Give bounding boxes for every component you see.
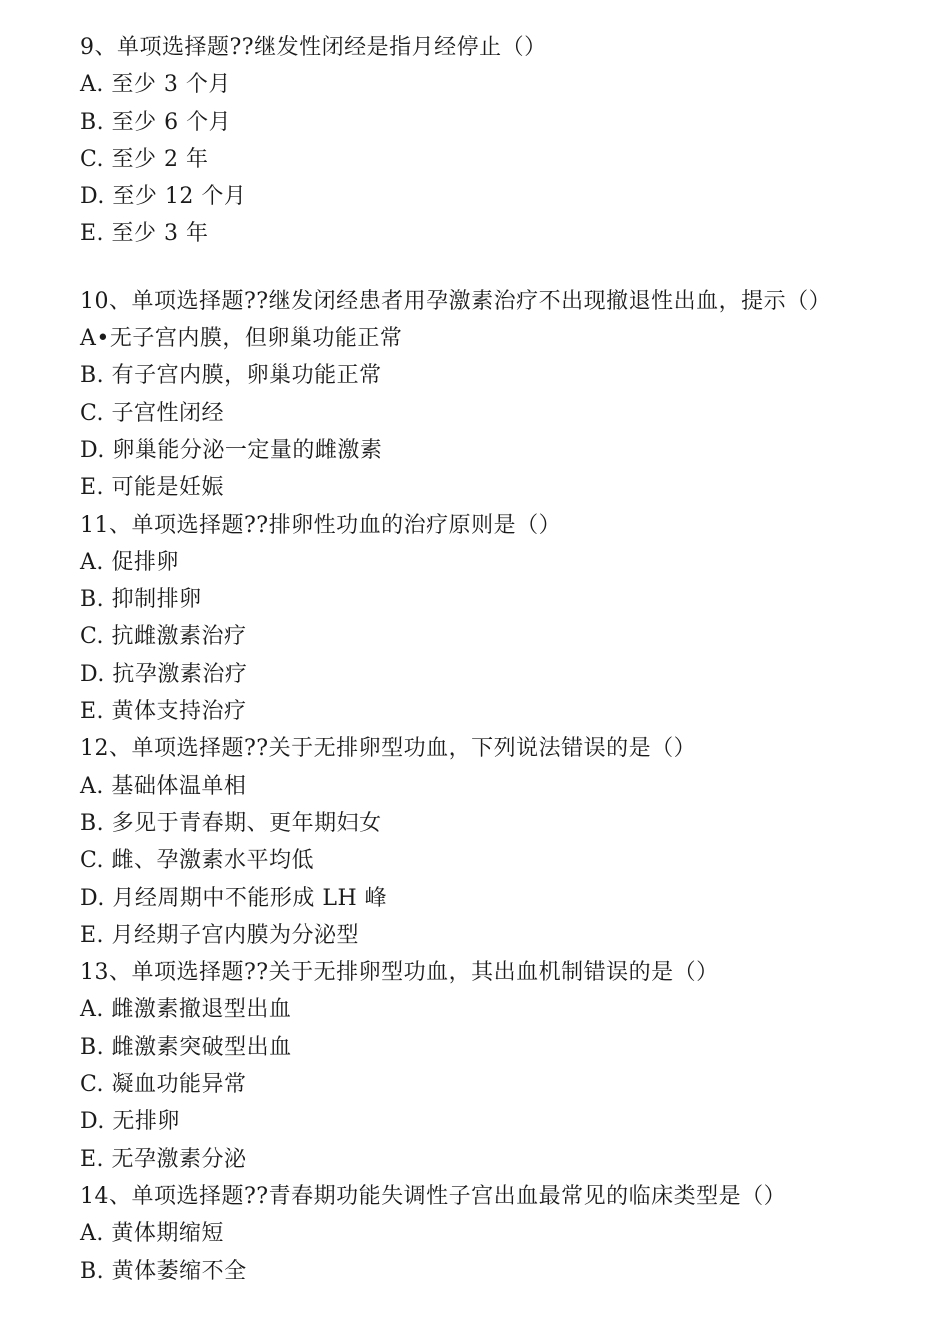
option-e: E. 黄体支持治疗 xyxy=(80,699,247,725)
option-d: D. 月经周期中不能形成 LH 峰 xyxy=(80,885,388,911)
question-9 xyxy=(80,29,940,253)
option-d: D. 抗孕激素治疗 xyxy=(80,661,248,687)
option-e: E. 月经期子宫内膜为分泌型 xyxy=(80,922,360,948)
document-page xyxy=(80,29,940,1290)
question-text: 9、单项选择题??继发性闭经是指月经停止（） xyxy=(80,35,547,60)
option-b: B. 黄体萎缩不全 xyxy=(80,1258,247,1284)
question-14 xyxy=(80,1178,940,1290)
question-text: 12、单项选择题??关于无排卵型功血，下列说法错误的是（） xyxy=(80,736,697,762)
option-b: B. 雌激素突破型出血 xyxy=(80,1034,292,1060)
option-b: B. 多见于青春期、更年期妇女 xyxy=(80,810,382,836)
option-d: D. 至少 12 个月 xyxy=(80,184,247,210)
option-a: A. 黄体期缩短 xyxy=(80,1221,224,1247)
question-11 xyxy=(80,507,940,731)
option-c: C. 雌、孕激素水平均低 xyxy=(80,848,315,874)
option-b: B. 至少 6 个月 xyxy=(80,109,232,135)
option-e: E. 无孕激素分泌 xyxy=(80,1146,247,1172)
question-text: 10、单项选择题??继发闭经患者用孕激素治疗不出现撤退性出血，提示（） xyxy=(80,288,832,314)
option-e: E. 可能是妊娠 xyxy=(80,475,225,501)
question-text: 11、单项选择题??排卵性功血的治疗原则是（） xyxy=(80,512,562,538)
question-text: 13、单项选择题??关于无排卵型功血，其出血机制错误的是（） xyxy=(80,960,719,986)
option-c: C. 凝血功能异常 xyxy=(80,1072,247,1098)
option-d: D. 无排卵 xyxy=(80,1109,180,1135)
option-a: A. 基础体温单相 xyxy=(80,773,247,799)
option-a: A•无子宫内膜，但卵巢功能正常 xyxy=(80,326,403,352)
option-a: A. 雌激素撤退型出血 xyxy=(80,997,292,1023)
option-b: B. 有子宫内膜，卵巢功能正常 xyxy=(80,363,382,389)
option-c: C. 抗雌激素治疗 xyxy=(80,624,247,650)
option-c: C. 子宫性闭经 xyxy=(80,400,225,426)
option-d: D. 卵巢能分泌一定量的雌激素 xyxy=(80,437,383,463)
option-b: B. 抑制排卵 xyxy=(80,587,202,613)
option-e: E. 至少 3 年 xyxy=(80,221,209,247)
option-a: A. 至少 3 个月 xyxy=(80,72,231,98)
question-13 xyxy=(80,954,940,1178)
option-c: C. 至少 2 年 xyxy=(80,146,209,172)
option-a: A. 促排卵 xyxy=(80,549,179,575)
question-text: 14、单项选择题??青春期功能失调性子宫出血最常见的临床类型是（） xyxy=(80,1183,787,1209)
question-12 xyxy=(80,730,940,954)
question-10 xyxy=(80,283,940,507)
